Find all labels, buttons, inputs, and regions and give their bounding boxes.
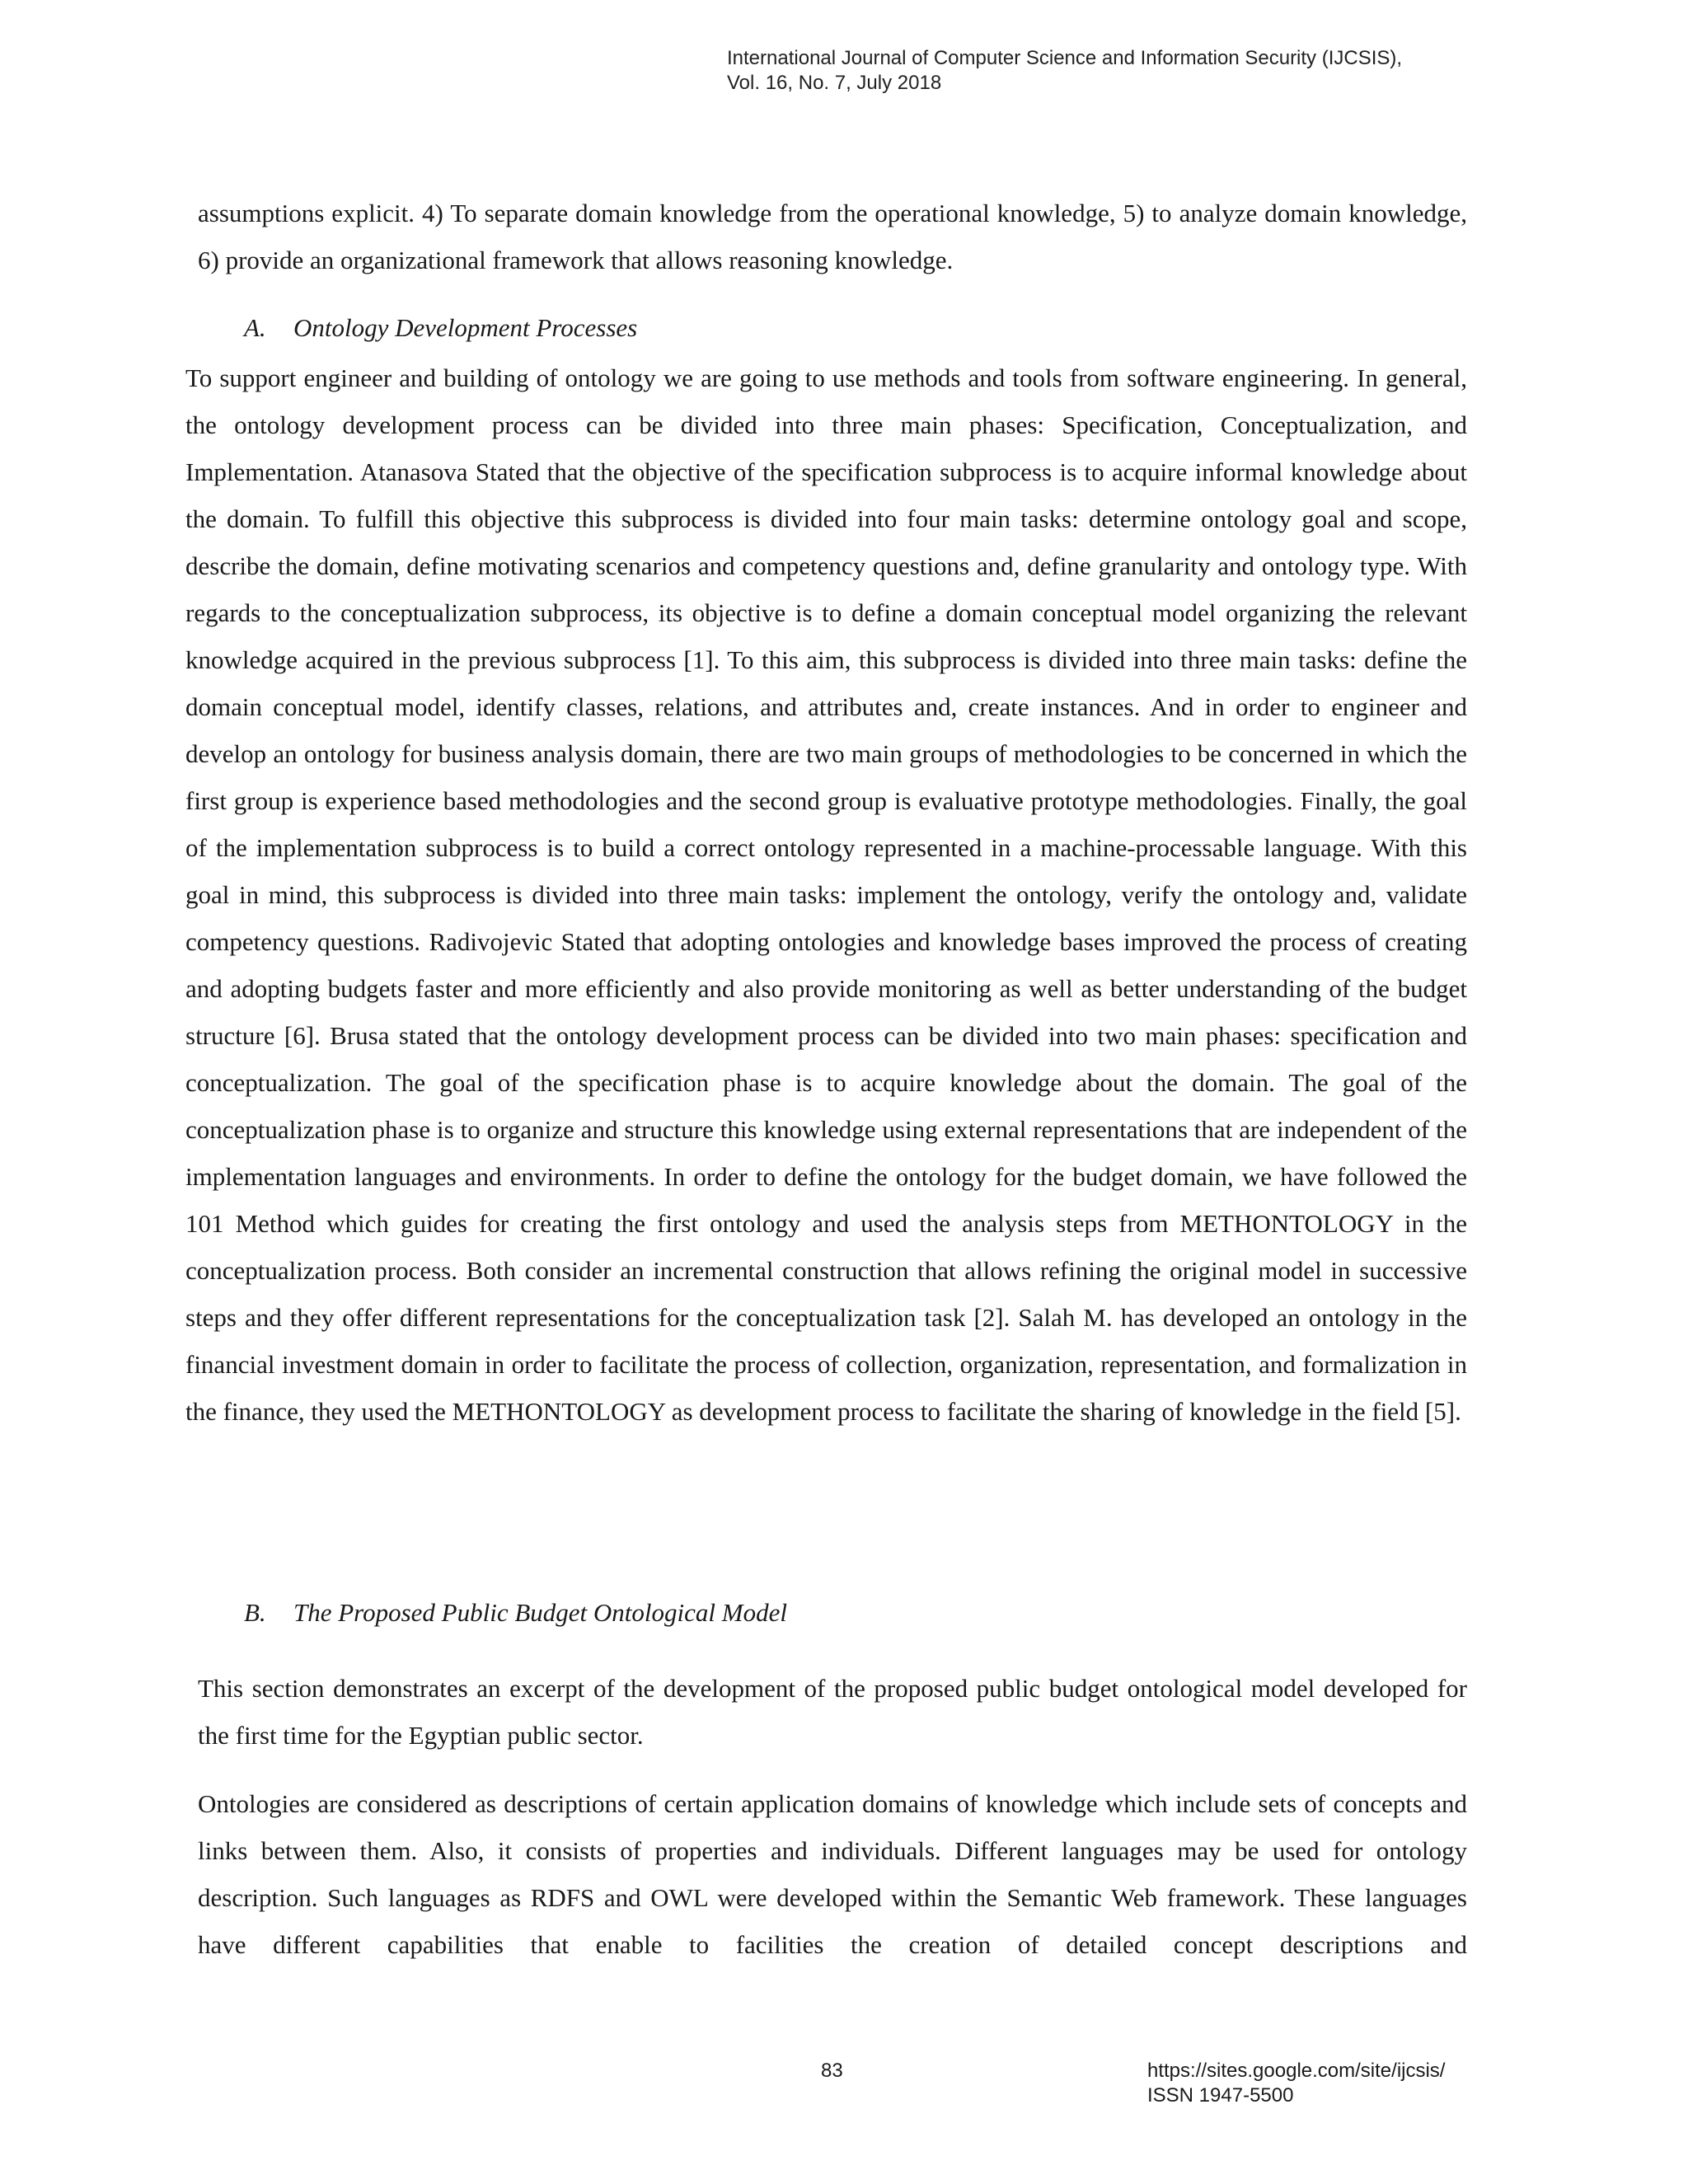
footer-info [1147,2059,1445,2108]
section-b-number: B. [244,1598,266,1627]
section-a-paragraph: To support engineer and building of ontology we are going to use methods and tools from software engineering. In general, the ontology development process can be divided into three main phases: Specification, Conceptualization, and Implementation. Atanasova Stated that the objective of the specification subprocess is to acquire informal knowledge about the domain. To fulfill this objective this subprocess is divided into four main tasks: determine ontology goal and scope, describe the domain, define motivating scenarios and competency questions and, define granularity and ontology type. With regards to the conceptualization subprocess, its objective is to define a domain conceptual model organizing the relevant knowledge acquired in the previous subprocess [1]. To this aim, this subprocess is divided into three main tasks: define the domain conceptual model, identify classes, relations, and attributes and, create instances. And in order to engineer and develop an ontology for business analysis domain, there are two main groups of methodologies to be concerned in which the first group is experience based methodologies and the second group is evaluative prototype methodologies. Finally, the goal of the implementation subprocess is to build a correct ontology represented in a machine-processable language. With this goal in mind, this subprocess is divided into three main tasks: implement the ontology, verify the ontology and, validate competency questions. Radivojevic Stated that adopting ontologies and knowledge bases improved the process of creating and adopting budgets faster and more efficiently and also provide monitoring as well as better understanding of the budget structure [6]. Brusa stated that the ontology development process can be divided into two main phases: specification and conceptualization. The goal of the specification phase is to acquire knowledge about the domain. The goal of the conceptualization phase is to organize and structure this knowledge using external representations that are independent of the implementation languages and environments. In order to define the ontology for the budget domain, we have followed the 101 Method which guides for creating the first ontology and used the analysis steps from METHONTOLOGY in the conceptualization process. Both consider an incremental construction that allows refining the original model in successive steps and they offer different representations for the conceptualization task [2]. Salah M. has developed an ontology in the financial investment domain in order to facilitate the process of collection, organization, representation, and formalization in the finance, they used the METHONTOLOGY as development process to facilitate the sharing of knowledge in the field [5]. [185,363,1467,1426]
section-b-body-paragraph: Ontologies are considered as descriptions of certain application domains of knowledge which include sets of concepts and links between them. Also, it consists of properties and individuals. Different languages may be used for ontology description. Such languages as RDFS and OWL were developed within the Semantic Web framework. These languages have different capabilities that enable to facilities the creation of detailed concept descriptions and [198,1789,1467,1959]
running-header [727,46,1402,96]
section-b-heading [244,1596,787,1629]
footer-issn: ISSN 1947-5500 [1147,2084,1294,2107]
intro-continuation-paragraph: assumptions explicit. 4) To separate domain knowledge from the operational knowledge, 5) to analyze domain knowledge, 6) provide an organizational framework that allows reasoning knowledge. [198,199,1467,274]
section-b-title: The Proposed Public Budget Ontological Model [293,1598,787,1627]
journal-volume: Vol. 16, No. 7, July 2018 [727,72,942,94]
section-a-title: Ontology Development Processes [293,313,638,342]
section-a-number: A. [244,313,266,342]
footer-url: https://sites.google.com/site/ijcsis/ [1147,2060,1446,2082]
journal-title: International Journal of Computer Science and Information Security (IJCSIS), [727,47,1403,69]
page-number: 83 [821,2060,843,2082]
section-b-intro-paragraph: This section demonstrates an excerpt of the development of the proposed public budget ontological model developed for the first time for the Egyptian public sector. [198,1674,1467,1750]
section-a-heading [244,312,637,344]
